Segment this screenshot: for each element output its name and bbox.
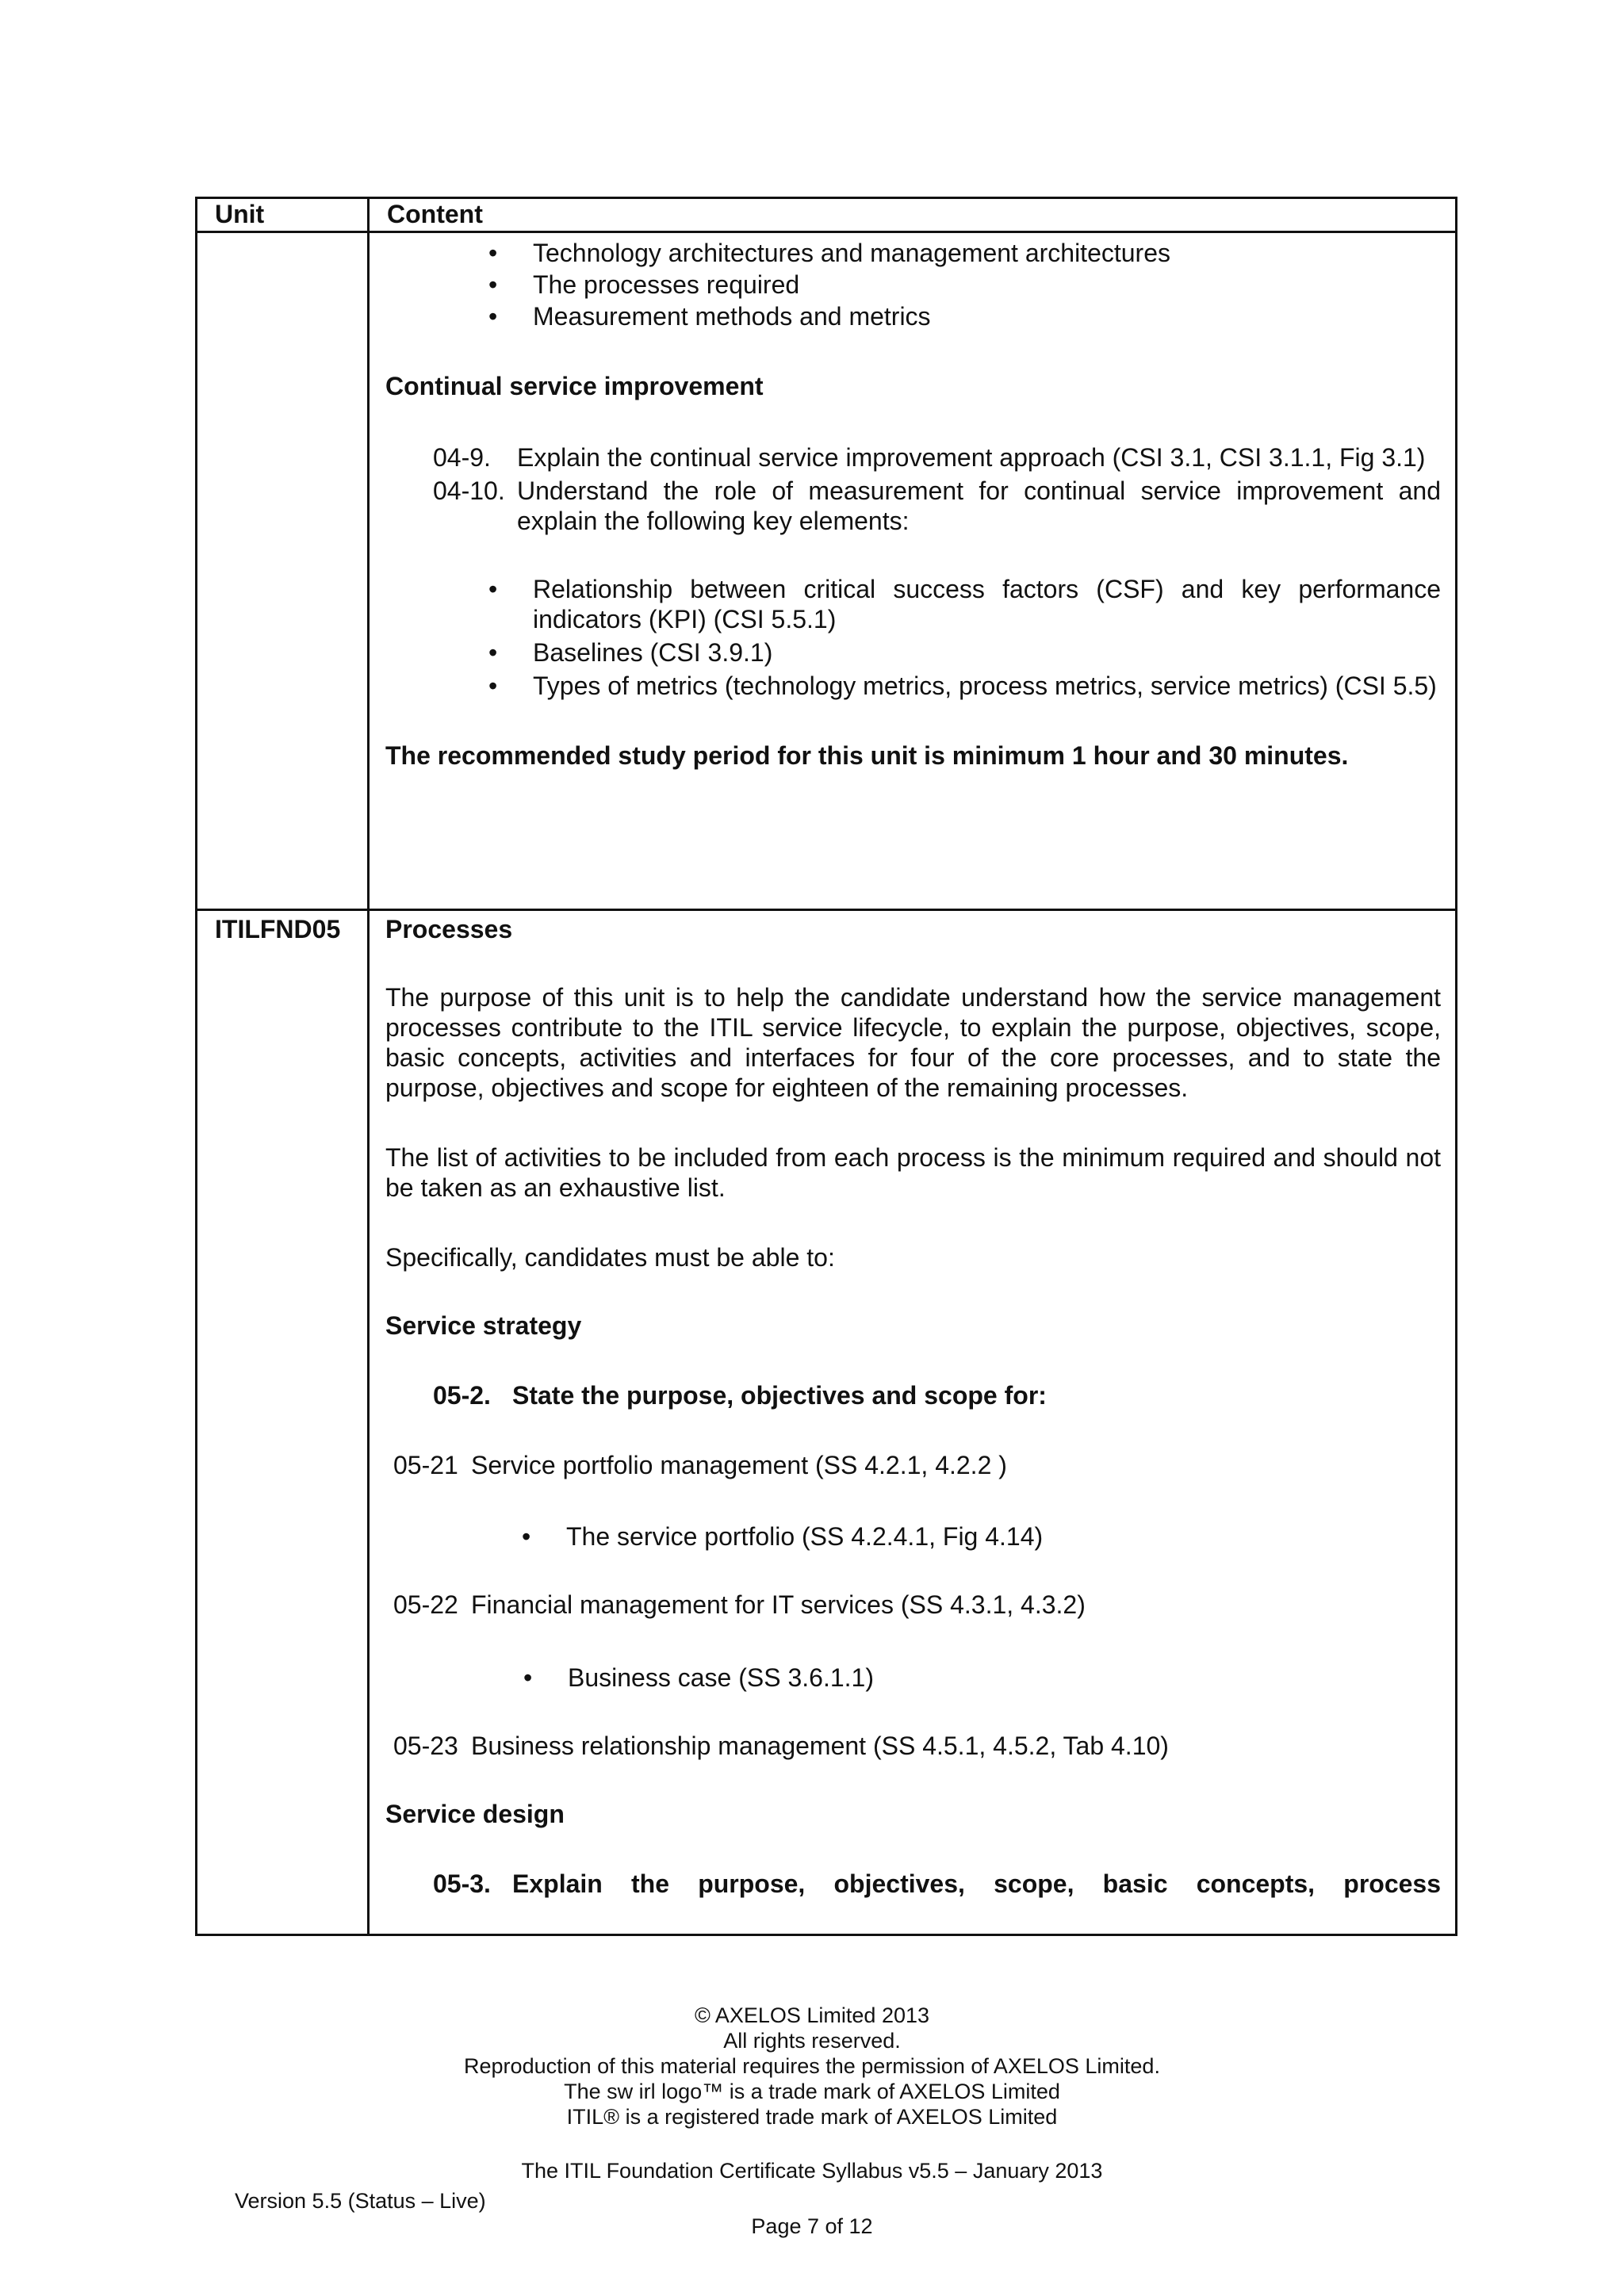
list-item: • Relationship between critical success factors (CSF) and key performance indicators (KPI) (CSI 5.5.1) bbox=[533, 574, 1441, 634]
paragraph-purpose: The purpose of this unit is to help the candidate understand how the service management processes contribute to the ITIL service lifecycle, to explain the purpose, objectives, scope, basic concepts, activities and interfaces for four of the core processes, and to state the purpose, objectives and scope for eighteen of the remaining processes. bbox=[385, 983, 1441, 1102]
unit-cell bbox=[197, 910, 369, 1935]
unit-cell-empty bbox=[197, 232, 369, 910]
footer-syllabus-title: The ITIL Foundation Certificate Syllabus v5.5 – January 2013 bbox=[521, 2159, 1103, 2183]
footer-reproduction: Reproduction of this material requires the permission of AXELOS Limited. bbox=[464, 2054, 1160, 2078]
content-cell-inner bbox=[370, 911, 1455, 1899]
content-cell bbox=[369, 232, 1457, 910]
table-row bbox=[197, 232, 1457, 910]
objective-number: 05-2. bbox=[433, 1381, 491, 1410]
list-item: • Types of metrics (technology metrics, process metrics, service metrics) (CSI 5.5) bbox=[533, 671, 1441, 701]
footer-swirl-trademark: The sw irl logo™ is a trade mark of AXELOS Limited bbox=[564, 2080, 1060, 2103]
header-unit: Unit bbox=[197, 198, 369, 232]
unit-title: Processes bbox=[385, 915, 513, 943]
objective-text: Understand the role of measurement for continual service improvement and explain the following key elements: bbox=[517, 476, 1441, 535]
footer-copyright: © AXELOS Limited 2013 bbox=[694, 2003, 930, 2027]
objective-text: State the purpose, objectives and scope for: bbox=[512, 1381, 1047, 1410]
unit-code: ITILFND05 bbox=[215, 915, 341, 943]
process-text: Business relationship management (SS 4.5.1, 4.5.2, Tab 4.10) bbox=[471, 1732, 1169, 1760]
process-number: 05-22 bbox=[393, 1590, 458, 1619]
objective-05-3 bbox=[385, 1869, 1441, 1899]
process-number: 05-21 bbox=[393, 1451, 458, 1479]
objective-text: Explain the continual service improvement approach (CSI 3.1, CSI 3.1.1, Fig 3.1) bbox=[517, 443, 1426, 472]
bullet-list-05-22 bbox=[385, 1663, 1441, 1693]
objective-04-10 bbox=[385, 476, 1441, 536]
objective-number: 04-9. bbox=[433, 443, 491, 472]
objective-text: Explain the purpose, objectives, scope, basic concepts, process bbox=[512, 1869, 1441, 1898]
process-number: 05-23 bbox=[393, 1732, 458, 1760]
bullet-list-05-21 bbox=[385, 1521, 1441, 1552]
section-heading-service-design: Service design bbox=[385, 1800, 565, 1828]
table-row bbox=[197, 910, 1457, 1935]
list-item: • Business case (SS 3.6.1.1) bbox=[568, 1663, 1441, 1693]
process-text: Service portfolio management (SS 4.2.1, 4.2.2 ) bbox=[471, 1451, 1007, 1479]
list-item: • The processes required bbox=[533, 270, 1441, 300]
paragraph-specifically: Specifically, candidates must be able to: bbox=[385, 1243, 835, 1272]
header-content: Content bbox=[369, 198, 1457, 232]
syllabus-table bbox=[195, 197, 1457, 1936]
process-05-22 bbox=[385, 1590, 1441, 1620]
list-item: • Technology architectures and management architectures bbox=[533, 238, 1441, 268]
table-header-row bbox=[197, 198, 1457, 232]
list-item: • Baselines (CSI 3.9.1) bbox=[533, 637, 1441, 668]
footer-itil-trademark: ITIL® is a registered trade mark of AXELOS Limited bbox=[566, 2105, 1058, 2129]
objective-04-9 bbox=[385, 442, 1441, 473]
page-number: Page 7 of 12 bbox=[751, 2214, 873, 2238]
process-05-23 bbox=[385, 1731, 1441, 1761]
objective-05-2 bbox=[385, 1380, 1441, 1410]
bullet-list-top bbox=[385, 238, 1441, 331]
process-05-21 bbox=[385, 1450, 1441, 1480]
study-period-note: The recommended study period for this unit is minimum 1 hour and 30 minutes. bbox=[385, 741, 1349, 770]
footer-version: Version 5.5 (Status – Live) bbox=[235, 2189, 486, 2213]
objective-number: 04-10. bbox=[433, 476, 505, 505]
section-heading-service-strategy: Service strategy bbox=[385, 1311, 582, 1340]
process-text: Financial management for IT services (SS 4.3.1, 4.3.2) bbox=[471, 1590, 1086, 1619]
bullet-list-csi bbox=[385, 574, 1441, 701]
list-item: • Measurement methods and metrics bbox=[533, 301, 1441, 331]
footer-rights: All rights reserved. bbox=[723, 2029, 901, 2053]
paragraph-activities: The list of activities to be included from each process is the minimum required and should not be taken as an exhaustive list. bbox=[385, 1143, 1441, 1202]
content-cell-inner bbox=[370, 238, 1455, 771]
objective-number: 05-3. bbox=[433, 1869, 491, 1898]
content-cell bbox=[369, 910, 1457, 1935]
section-heading-csi: Continual service improvement bbox=[385, 372, 764, 400]
list-item: • The service portfolio (SS 4.2.4.1, Fig 4.14) bbox=[566, 1521, 1441, 1552]
